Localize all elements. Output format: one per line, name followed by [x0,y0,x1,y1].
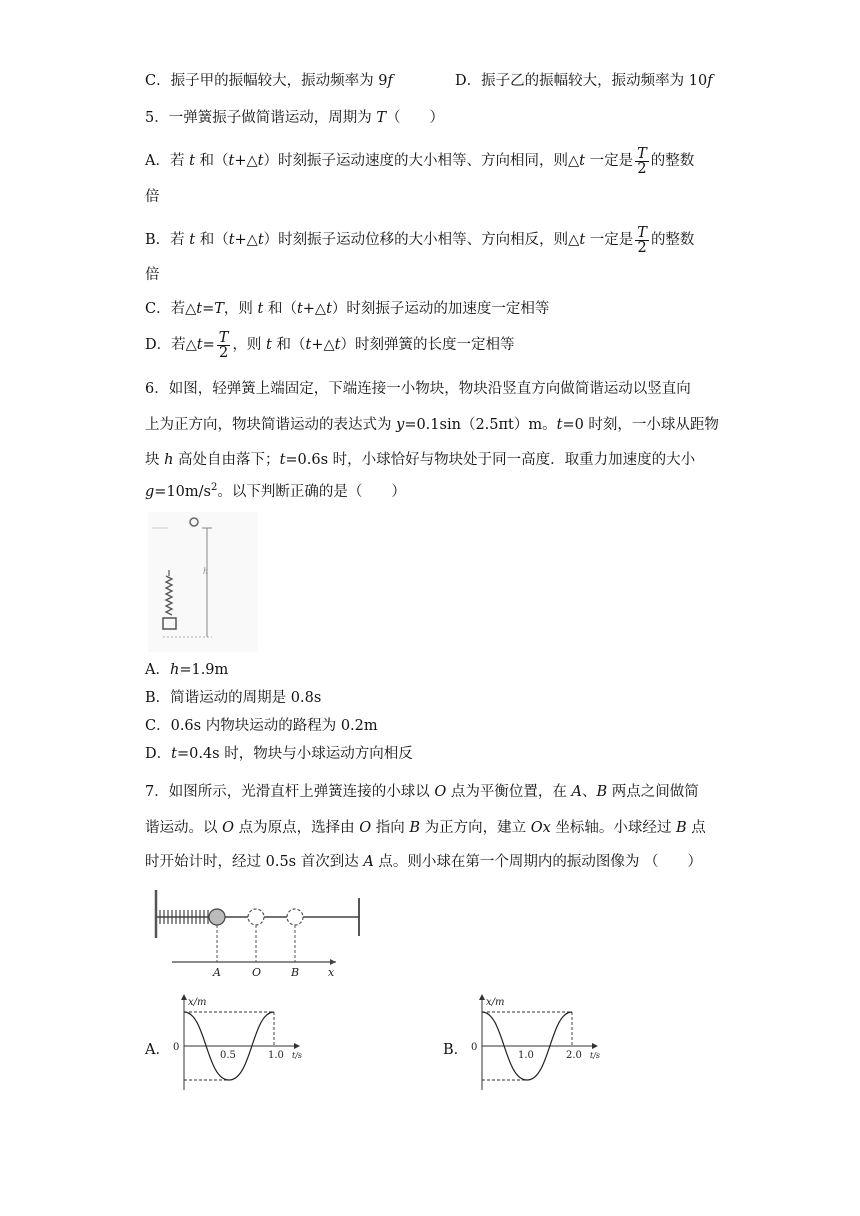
tick-label: 1.0 [518,1050,534,1061]
label-o: O [252,966,262,978]
q6-stem-line-3: 块 h 高处自由落下；t=0.6s 时，小球恰好与物块处于同一高度．取重力加速度的大小 [145,452,696,468]
q7-option-b-graph [466,990,611,1092]
q7-option-a-label: A． [145,1042,170,1058]
label-x: x [328,966,335,978]
q7-apparatus-figure [150,886,370,978]
height-label: h [203,567,209,576]
tick-label: 0.5 [220,1050,236,1061]
q5-option-a: A．若 t 和（t+△t）时刻振子运动速度的大小相等、方向相同，则△t 一定是 $\frac{T}{2}$ 的整数 [145,145,695,177]
q5-option-d: D．若△t= $\frac{T}{2}$ ，则 t 和（t+△t）时刻弹簧的长度一定相等 [145,329,515,361]
t-label: t/s [590,1051,601,1060]
fraction-t-over-2: $\frac{T}{2}$ [637,145,647,177]
q7-stem-line-3: 时开始计时，经过 0.5s 首次到达 A 点。则小球在第一个周期内的振动图像为 （ ） [145,854,703,870]
q5-stem: 5．一弹簧振子做简谐运动，周期为 T（ ） [145,110,445,126]
q5-option-a-tail: 倍 [145,189,160,205]
q7-option-b-label: B． [443,1042,469,1058]
q6-option-a: A．h=1.9m [145,662,229,678]
ball-position-o [248,909,264,925]
q6-stem-line-4: $g=10m/s^2$。以下判断正确的是（ ） [145,482,406,500]
ball-position-b [287,909,303,925]
origin-label: 0 [173,1042,180,1053]
q7-stem-line-2: 谐运动。以 O 点为原点，选择由 O 指向 B 为正方向，建立 Ox 坐标轴。小球经过 B 点 [145,820,706,836]
q6-stem-line-1: 6．如图，轻弹簧上端固定，下端连接一小物块，物块沿竖直方向做简谐运动以竖直向 [145,381,691,397]
tick-label: 2.0 [566,1050,582,1061]
q7-stem-line-1: 7．如图所示，光滑直杆上弹簧连接的小球以 O 点为平衡位置，在 A、B 两点之间做简 [145,784,699,800]
q6-option-b: B．简谐运动的周期是 0.8s [145,690,322,706]
q4-option-d: D．振子乙的振幅较大，振动频率为 10f [455,73,713,89]
tick-label: 1.0 [268,1050,284,1061]
q5-option-b: B．若 t 和（t+△t）时刻振子运动位移的大小相等、方向相反，则△t 一定是 $\frac{T}{2}$ 的整数 [145,224,695,256]
fraction-t-over-2: $\frac{T}{2}$ [637,224,647,256]
origin-label: 0 [471,1042,478,1053]
x-axis-arrow [330,959,336,965]
q6-option-d: D．t=0.4s 时，物块与小球运动方向相反 [145,746,413,762]
q4-option-c: C．振子甲的振幅较大，振动频率为 9f [145,73,393,89]
q6-figure [148,512,258,652]
ball-at-a [209,909,225,925]
y-label: x/m [188,997,207,1008]
q5-option-c: C．若△t=T，则 t 和（t+△t）时刻振子运动的加速度一定相等 [145,301,550,317]
q6-option-c: C．0.6s 内物块运动的路程为 0.2m [145,718,378,734]
q5-option-b-tail: 倍 [145,267,160,283]
q7-option-a-graph [168,990,308,1092]
label-b: B [291,966,300,978]
label-a: A [213,966,221,978]
q6-stem-line-2: 上为正方向，物块简谐运动的表达式为 y=0.1sin（2.5πt）m。t=0 时刻，一小球从距物 [145,417,719,433]
fraction-t-over-2: $\frac{T}{2}$ [218,329,229,361]
t-label: t/s [292,1051,303,1060]
y-label: x/m [486,997,505,1008]
